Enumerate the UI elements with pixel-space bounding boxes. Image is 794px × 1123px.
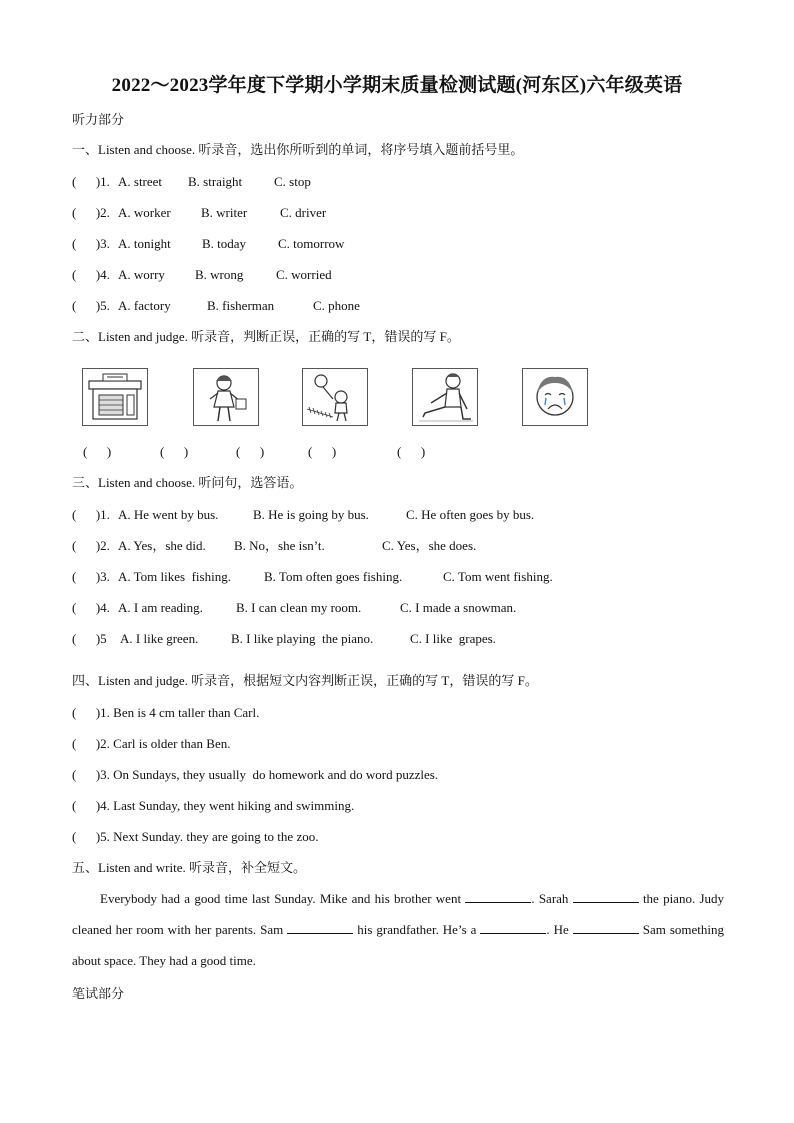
girl-with-bag-icon: [194, 369, 258, 425]
option-a: A. Tom likes fishing.: [118, 569, 231, 584]
answer-paren[interactable]: ( ): [236, 444, 265, 459]
option-b: B. wrong: [195, 267, 244, 282]
question-number: ( )4.: [72, 267, 110, 282]
statement-item: ( )2. Carl is older than Ben.: [72, 736, 231, 751]
option-c: C. worried: [276, 267, 332, 282]
statement-item: ( )5. Next Sunday. they are going to the zoo.: [72, 829, 319, 844]
blank-line[interactable]: [287, 921, 353, 934]
answer-paren[interactable]: ( ): [397, 444, 426, 459]
paragraph-text: the piano. Judy cleaned her room with her parents. Sam: [72, 891, 725, 937]
option-a: A. street: [118, 174, 163, 189]
option-c: C. phone: [313, 298, 360, 313]
shop-building-picture: [82, 368, 148, 426]
answer-paren[interactable]: ( ): [308, 444, 337, 459]
section2-heading: 二、Listen and judge. 听录音，判断正误，正确的写 T，错误的写 F。: [72, 329, 460, 344]
statement-item: ( )4. Last Sunday, they went hiking and swimming.: [72, 798, 355, 813]
section4-heading: 四、Listen and judge. 听录音，根据短文内容判断正误，正确的写 T，错误的写 F。: [72, 673, 538, 688]
answer-paren[interactable]: ( ): [160, 444, 189, 459]
question-number: ( )5.: [72, 298, 110, 313]
statement-item: ( )1. Ben is 4 cm taller than Carl.: [72, 705, 260, 720]
statement-item: ( )3. On Sundays, they usually do homework and do word puzzles.: [72, 767, 439, 782]
option-c: C. tomorrow: [278, 236, 345, 251]
blank-line[interactable]: [465, 890, 531, 903]
question-number: ( )3.: [72, 569, 110, 584]
man-stretching-icon: [413, 369, 477, 425]
badminton-picture: [302, 368, 368, 426]
question-number: ( )1.: [72, 174, 110, 189]
option-b: B. I like playing the piano.: [231, 631, 374, 646]
written-section-label: 笔试部分: [72, 986, 125, 1001]
question-number: ( )5: [72, 631, 107, 646]
paragraph-text: Everybody had a good time last Sunday. Mike and his brother went: [100, 891, 462, 906]
stretching-picture: [412, 368, 478, 426]
option-a: A. worker: [118, 205, 171, 220]
question-number: ( )2.: [72, 538, 110, 553]
paragraph-text: . Sarah: [531, 891, 569, 906]
crying-face-icon: [523, 369, 587, 425]
section1-heading: 一、Listen and choose. 听录音，选出你所听到的单词，将序号填入题前括号里。: [72, 142, 524, 157]
option-a: A. I am reading.: [118, 600, 203, 615]
option-c: C. I like grapes.: [410, 631, 496, 646]
option-b: B. I can clean my room.: [236, 600, 362, 615]
question-number: ( )3.: [72, 236, 110, 251]
question-number: ( )4.: [72, 600, 110, 615]
option-c: C. He often goes by bus.: [406, 507, 535, 522]
option-a: A. Yes，she did.: [118, 538, 206, 553]
cloze-paragraph: [72, 883, 724, 976]
option-b: B. No，she isn’t.: [234, 538, 325, 553]
option-b: B. He is going by bus.: [253, 507, 369, 522]
option-a: A. factory: [118, 298, 171, 313]
section5-heading: 五、Listen and write. 听录音，补全短文。: [72, 860, 306, 875]
crying-picture: [522, 368, 588, 426]
question-number: ( )2.: [72, 205, 110, 220]
shop-building-icon: [83, 369, 147, 425]
blank-line[interactable]: [573, 890, 639, 903]
option-c: C. driver: [280, 205, 327, 220]
option-b: B. straight: [188, 174, 243, 189]
option-b: B. today: [202, 236, 247, 251]
option-c: C. Yes，she does.: [382, 538, 477, 553]
child-with-badminton-icon: [303, 369, 367, 425]
option-c: C. stop: [274, 174, 311, 189]
page-title: 2022～2023学年度下学期小学期末质量检测试题(河东区)六年级英语: [111, 75, 683, 96]
option-a: A. tonight: [118, 236, 171, 251]
listening-section-label: 听力部分: [72, 112, 125, 127]
option-a: A. worry: [118, 267, 165, 282]
blank-line[interactable]: [573, 921, 639, 934]
paragraph-text: Sam something about space. They had a good time.: [72, 922, 724, 968]
option-b: B. Tom often goes fishing.: [264, 569, 403, 584]
section3-heading: 三、Listen and choose. 听问句，选答语。: [72, 475, 303, 490]
option-c: C. Tom went fishing.: [443, 569, 553, 584]
answer-paren[interactable]: ( ): [83, 444, 112, 459]
paragraph-text: . He: [546, 922, 569, 937]
option-a: A. I like green.: [120, 631, 199, 646]
blank-line[interactable]: [480, 921, 546, 934]
question-number: ( )1.: [72, 507, 110, 522]
option-c: C. I made a snowman.: [400, 600, 517, 615]
girl-picture: [193, 368, 259, 426]
option-b: B. writer: [201, 205, 248, 220]
option-b: B. fisherman: [207, 298, 275, 313]
option-a: A. He went by bus.: [118, 507, 219, 522]
paragraph-text: his grandfather. He’s a: [357, 922, 477, 937]
